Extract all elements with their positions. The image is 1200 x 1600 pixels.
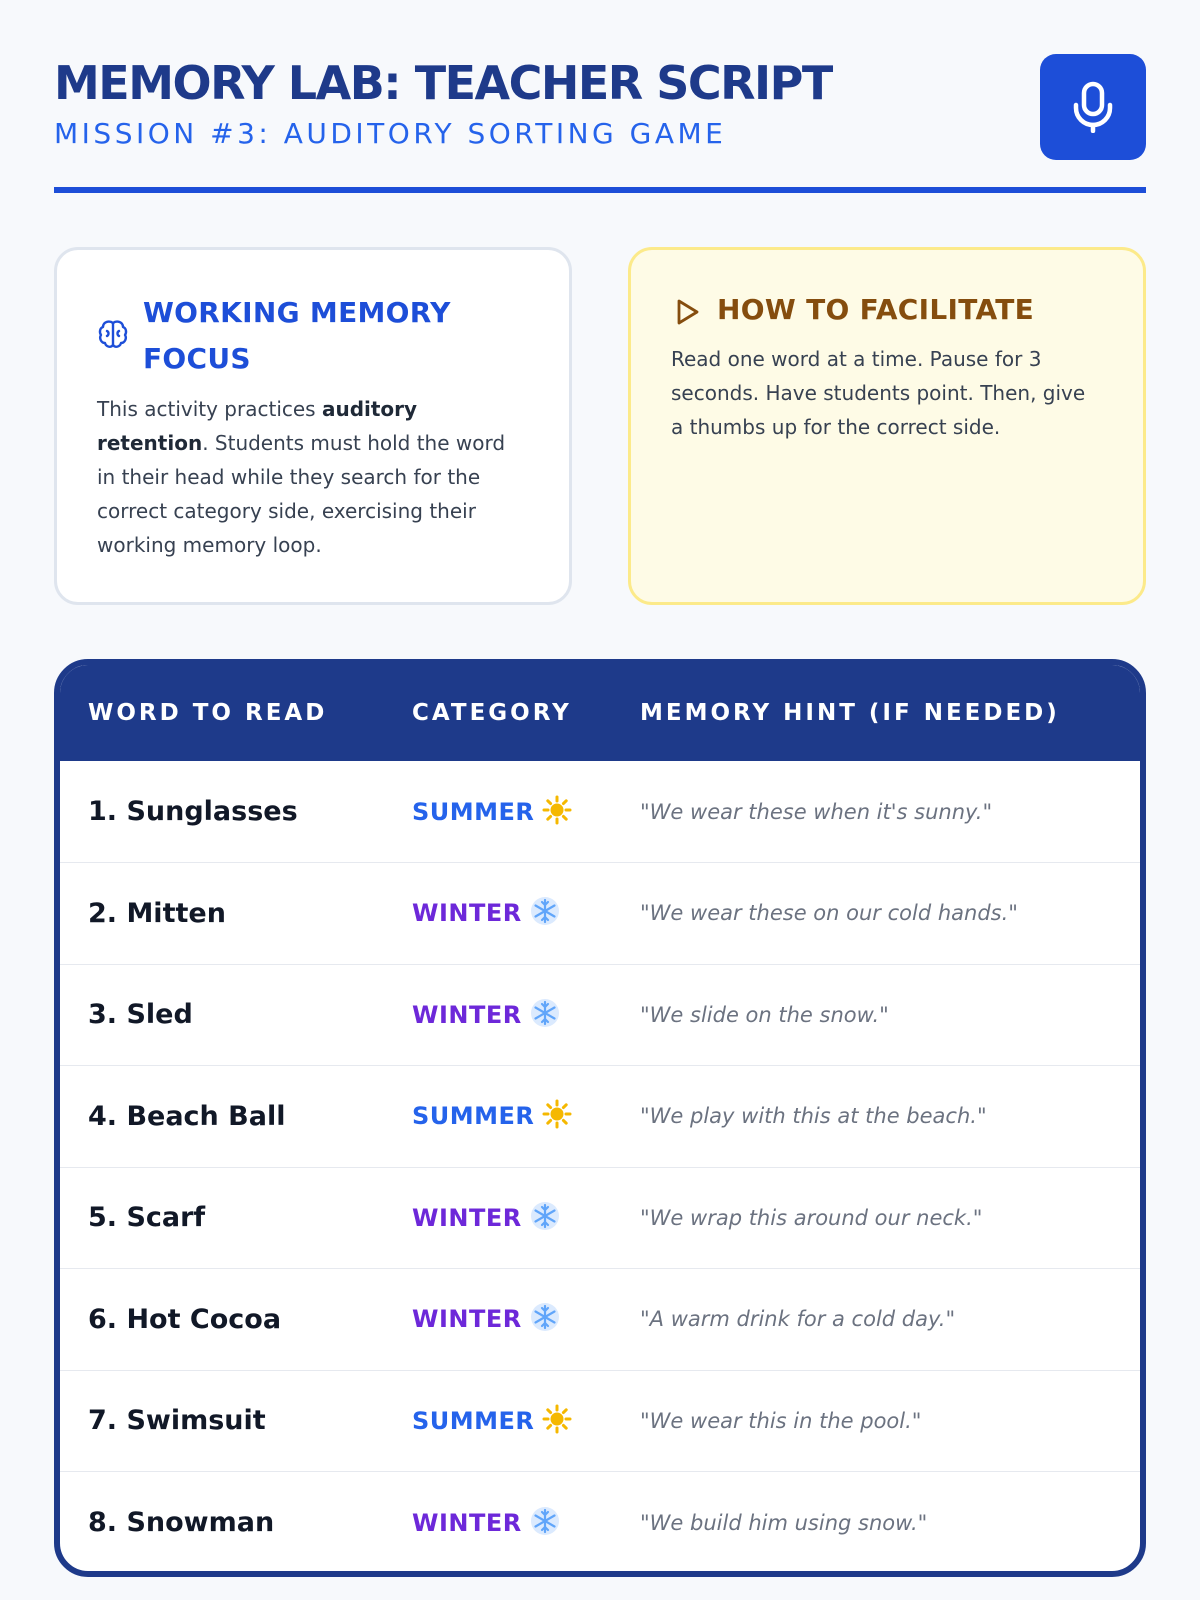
category-cell	[382, 1066, 616, 1168]
category-cell	[382, 964, 616, 1066]
category-cell	[382, 863, 616, 965]
snowflake-icon	[530, 1302, 560, 1336]
table-row	[60, 964, 1140, 1066]
category-label: WINTER	[412, 1508, 522, 1537]
hint-cell: "We wear this in the pool."	[616, 1370, 1140, 1472]
table-row	[60, 1370, 1140, 1472]
hint-cell: "We build him using snow."	[616, 1472, 1140, 1574]
table-row	[60, 1167, 1140, 1269]
sun-icon	[542, 795, 572, 829]
page-subtitle: MISSION #3: AUDITORY SORTING GAME	[54, 117, 727, 150]
snowflake-icon	[530, 998, 560, 1032]
sun-icon	[542, 1099, 572, 1133]
hint-cell: "We wrap this around our neck."	[616, 1167, 1140, 1269]
table-row	[60, 1066, 1140, 1168]
hint-cell: "We play with this at the beach."	[616, 1066, 1140, 1168]
table-row	[60, 1472, 1140, 1574]
column-header-hint: MEMORY HINT (IF NEEDED)	[616, 665, 1140, 761]
category-cell	[382, 761, 616, 863]
word-cell: 6. Hot Cocoa	[60, 1269, 382, 1371]
category-cell	[382, 1167, 616, 1269]
how-to-facilitate-text: Read one word at a time. Pause for 3 seconds. Have students point. Then, give a thumbs up for the correct side.	[671, 347, 1086, 439]
hint-cell: "We slide on the snow."	[616, 964, 1140, 1066]
play-icon	[671, 296, 703, 332]
hint-cell: "We wear these on our cold hands."	[616, 863, 1140, 965]
category-label: SUMMER	[412, 1406, 535, 1435]
table-header-row	[60, 665, 1140, 761]
microphone-button[interactable]	[1040, 54, 1146, 160]
how-to-facilitate-card	[628, 247, 1146, 605]
category-cell	[382, 1472, 616, 1574]
working-memory-text: This activity practices auditory retention. Students must hold the word in their head while they search for the correct category side, exercising their working memory loop.	[97, 397, 506, 557]
hint-cell: "A warm drink for a cold day."	[616, 1269, 1140, 1371]
snowflake-icon	[530, 896, 560, 930]
word-cell: 2. Mitten	[60, 863, 382, 965]
sun-icon	[542, 1404, 572, 1438]
word-cell: 7. Swimsuit	[60, 1370, 382, 1472]
snowflake-icon	[530, 1201, 560, 1235]
microphone-icon	[1071, 81, 1115, 133]
category-label: SUMMER	[412, 797, 535, 826]
word-table	[54, 659, 1146, 1577]
category-cell	[382, 1269, 616, 1371]
category-label: WINTER	[412, 1203, 522, 1232]
table-row	[60, 761, 1140, 863]
header	[54, 0, 1146, 193]
working-memory-title: WORKING MEMORY FOCUS	[143, 296, 451, 375]
word-cell: 5. Scarf	[60, 1167, 382, 1269]
brain-icon	[97, 318, 129, 354]
word-cell: 4. Beach Ball	[60, 1066, 382, 1168]
category-label: WINTER	[412, 899, 522, 928]
column-header-word: WORD TO READ	[60, 665, 382, 761]
column-header-category: CATEGORY	[382, 665, 616, 761]
hint-cell: "We wear these when it's sunny."	[640, 799, 993, 824]
table-row	[60, 863, 1140, 965]
info-cards	[54, 247, 1146, 605]
category-label: WINTER	[412, 1000, 522, 1029]
how-to-facilitate-title: HOW TO FACILITATE	[717, 293, 1035, 326]
word-cell: 1. Sunglasses	[88, 796, 298, 827]
category-label: SUMMER	[412, 1102, 535, 1131]
working-memory-card	[54, 247, 572, 605]
category-label: WINTER	[412, 1305, 522, 1334]
word-cell: 3. Sled	[60, 964, 382, 1066]
page-title: MEMORY LAB: TEACHER SCRIPT	[54, 56, 832, 110]
category-cell	[382, 1370, 616, 1472]
word-cell: 8. Snowman	[60, 1472, 382, 1574]
table-row	[60, 1269, 1140, 1371]
snowflake-icon	[530, 1506, 560, 1540]
